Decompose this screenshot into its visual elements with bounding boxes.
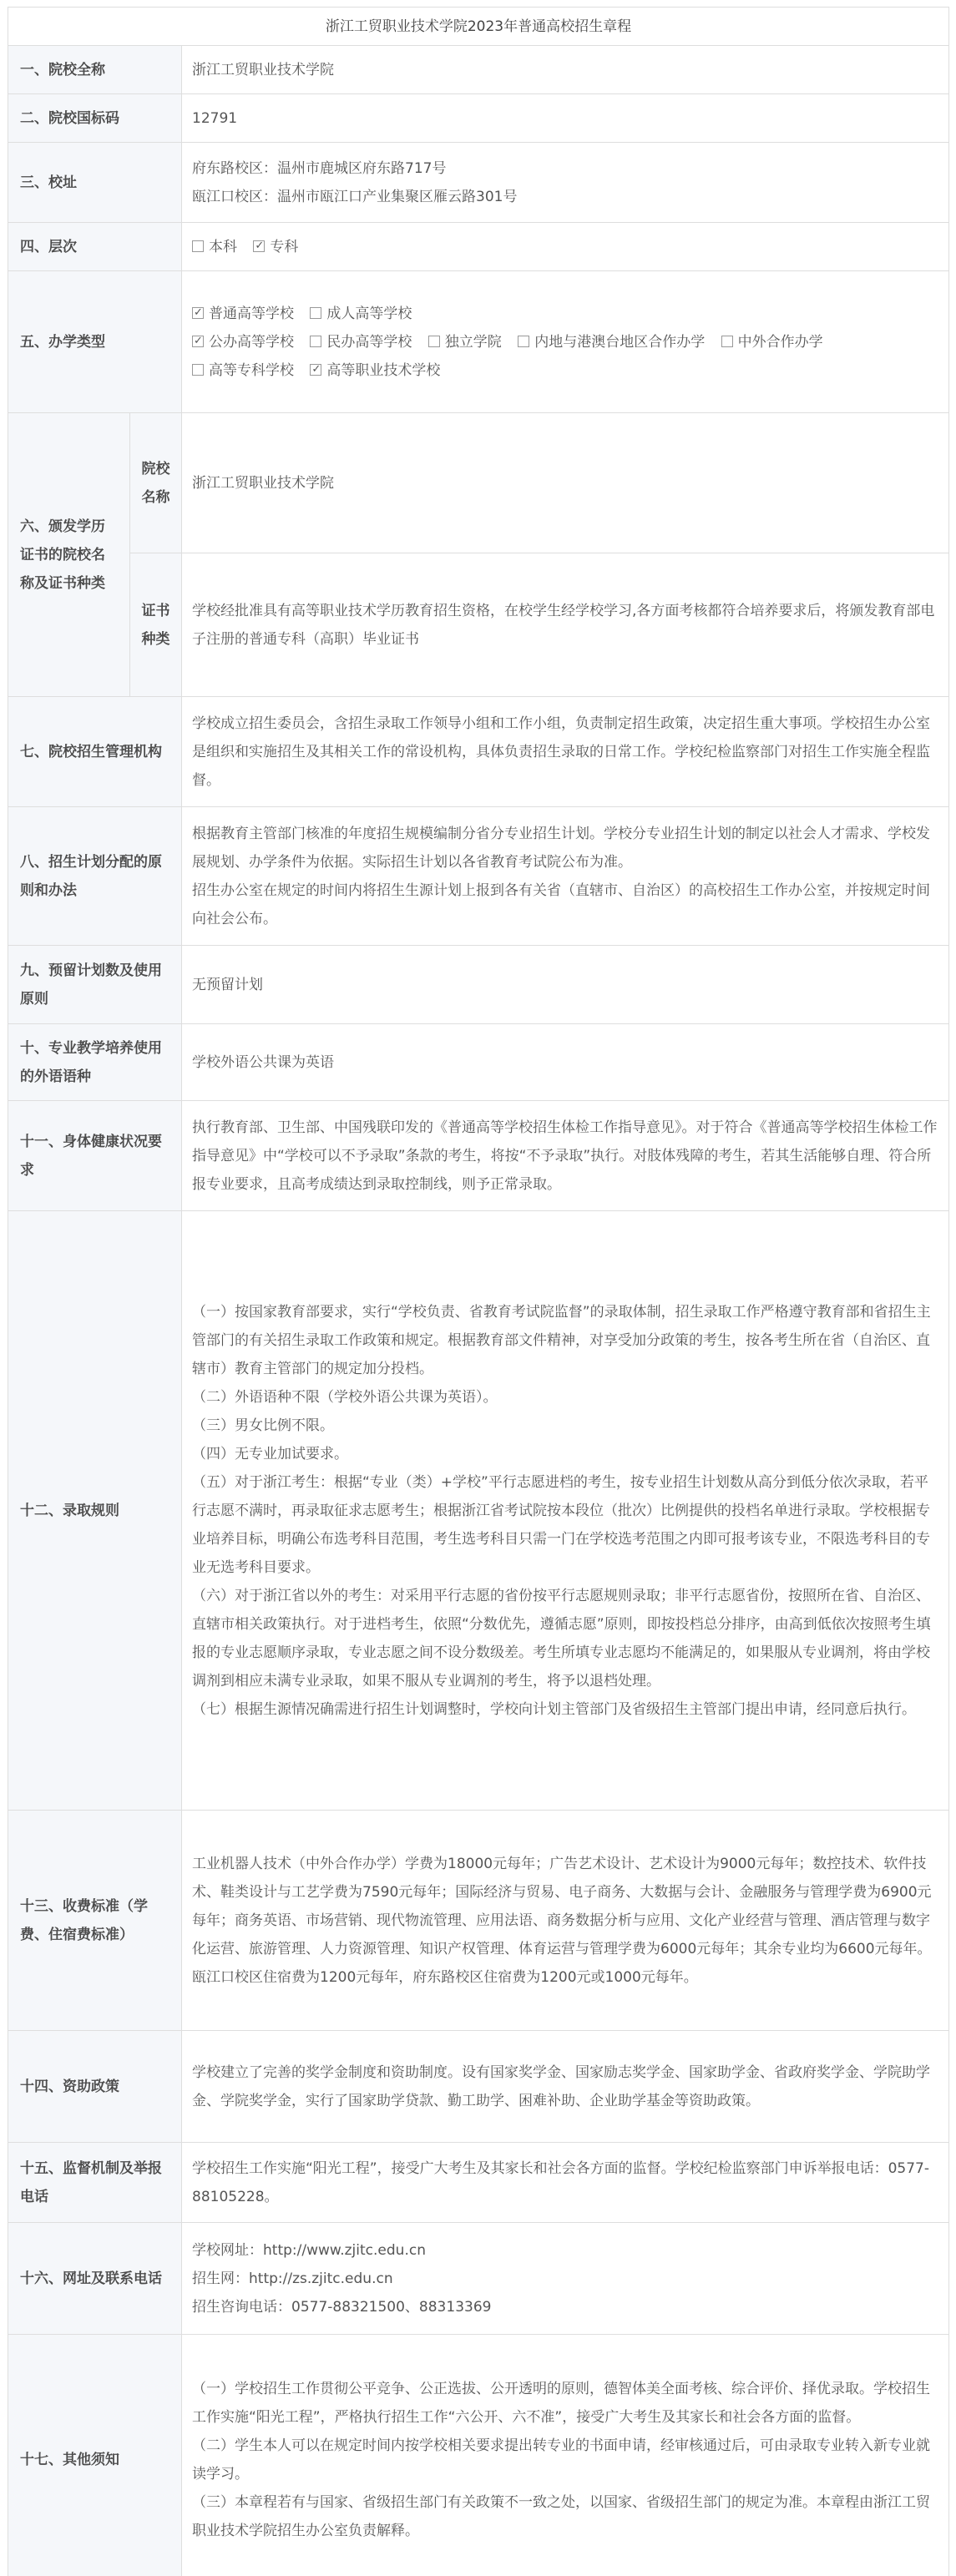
charter-title: 浙江工贸职业技术学院2023年普通高校招生章程 [8,8,949,46]
checkbox-icon [721,336,733,347]
checkbox-icon [192,240,204,252]
row-type [8,271,949,413]
level-option [253,233,298,261]
option-label: 高等职业技术学校 [326,361,441,379]
value-reserve: 无预留计划 [182,946,949,1024]
address-line: 瓯江口校区：温州市瓯江口产业集聚区雁云路301号 [192,188,518,205]
value-other [182,2335,949,2576]
other-paragraph: （二）学生本人可以在规定时间内按学校相关要求提出转专业的书面申请，经审核通过后，可由录取专业转入新专业就读学习。 [192,2437,930,2483]
checkbox-icon [310,364,321,376]
address-line: 府东路校区：温州市鹿城区府东路717号 [192,159,447,177]
value-management: 学校成立招生委员会，含招生录取工作领导小组和工作小组，负责制定招生政策，决定招生重大事项。学校招生办公室是组织和实施招生及其相关工作的常设机构，具体负责招生录取的日常工作。学校纪检监察部门对招生工作实施全程监督。 [182,697,949,807]
label-plan: 八、招生计划分配的原则和办法 [8,807,182,946]
label-supervision: 十五、监督机制及举报电话 [8,2143,182,2223]
checkbox-icon [192,364,204,376]
option-label: 专科 [270,238,299,255]
label-management: 七、院校招生管理机构 [8,697,182,807]
value-rules [182,1211,949,1811]
checkbox-icon [192,336,204,347]
row-management [8,697,949,807]
website-link[interactable]: 学校网址：http://www.zjitc.edu.cn [192,2241,426,2259]
option-label: 独立学院 [444,333,502,351]
admissions-charter-table [8,7,949,2576]
row-health [8,1101,949,1211]
type-option [192,356,294,385]
plan-paragraph: 招生办公室在规定的时间内将招生生源计划上报到各有关省（直辖市、自治区）的高校招生工作办公室，并按规定时间向社会公布。 [192,881,930,927]
value-certificate-school: 浙江工贸职业技术学院 [182,413,949,553]
label-address: 三、校址 [8,143,182,223]
type-option [428,328,502,356]
type-options-line [192,300,938,328]
row-language [8,1024,949,1101]
value-level [182,223,949,271]
rules-paragraph: （七）根据生源情况确需进行招生计划调整时，学校向计划主管部门及省级招生主管部门提出申请，经同意后执行。 [192,1700,916,1718]
label-contact: 十六、网址及联系电话 [8,2223,182,2335]
option-label: 内地与港澳台地区合作办学 [534,333,706,351]
title-row [8,8,949,46]
value-code: 12791 [182,94,949,143]
option-label: 公办高等学校 [209,333,294,351]
rules-paragraph: （四）无专业加试要求。 [192,1445,348,1462]
value-language: 学校外语公共课为英语 [182,1024,949,1101]
row-code [8,94,949,143]
label-code: 二、院校国标码 [8,94,182,143]
row-name [8,46,949,94]
label-certificate-type: 证书种类 [130,553,182,697]
label-aid: 十四、资助政策 [8,2031,182,2143]
option-label: 民办高等学校 [326,333,412,351]
row-level [8,223,949,271]
rules-paragraph: （六）对于浙江省以外的考生：对采用平行志愿的省份按平行志愿规则录取；非平行志愿省份，按照所在省、自治区、直辖市相关政策执行。对于进档考生，依照“分数优先，遵循志愿”原则，即按投档总分排序，由高到低依次按照考生填报的专业志愿顺序录取，专业志愿之间不设分数级差。考生所填专业志愿均不能满足的，如果服从专业调剂，将由学校调剂到相应未满专业录取，如果不服从专业调剂的考生，将予以退档处理。 [192,1587,931,1690]
other-paragraph: （一）学校招生工作贯彻公平竞争、公正选拔、公开透明的原则，德智体美全面考核、综合评价、择优录取。学校招生工作实施“阳光工程”，严格执行招生工作“六公开、六不准”，接受广大考生及其家长和社会各方面的监督。 [192,2380,930,2426]
value-name: 浙江工贸职业技术学院 [182,46,949,94]
value-certificate-type: 学校经批准具有高等职业技术学历教育招生资格，在校学生经学校学习,各方面考核都符合培养要求后，将颁发教育部电子注册的普通专科（高职）毕业证书 [182,553,949,697]
type-option [518,328,705,356]
option-label: 本科 [209,238,237,255]
type-option [310,328,412,356]
row-other [8,2335,949,2576]
label-level: 四、层次 [8,223,182,271]
other-paragraph: （三）本章程若有与国家、省级招生部门有关政策不一致之处，以国家、省级招生部门的规定为准。本章程由浙江工贸职业技术学院招生办公室负责解释。 [192,2493,930,2539]
type-option [192,328,294,356]
row-certificate-school [8,413,949,553]
value-address [182,143,949,223]
option-label: 成人高等学校 [326,305,412,322]
type-option [310,356,440,385]
row-fees [8,1811,949,2031]
checkbox-icon [310,307,321,319]
type-option [192,300,294,328]
option-label: 高等专科学校 [209,361,294,379]
label-reserve: 九、预留计划数及使用原则 [8,946,182,1024]
value-plan [182,807,949,946]
label-other: 十七、其他须知 [8,2335,182,2576]
checkbox-icon [310,336,321,347]
rules-paragraph: （三）男女比例不限。 [192,1417,334,1434]
rules-paragraph: （一）按国家教育部要求，实行“学校负责、省教育考试院监督”的录取体制，招生录取工作严格遵守教育部和省招生主管部门的有关招生录取工作政策和规定。根据教育部文件精神，对享受加分政策的考生，按各考生所在省（自治区、直辖市）教育主管部门的规定加分投档。 [192,1303,931,1377]
label-certificate: 六、颁发学历证书的院校名称及证书种类 [8,413,130,697]
value-contact [182,2223,949,2335]
phone-line: 招生咨询电话：0577-88321500、88313369 [192,2298,492,2316]
level-option [192,233,237,261]
checkbox-icon [192,307,204,319]
type-option [721,328,823,356]
plan-paragraph: 根据教育主管部门核准的年度招生规模编制分省分专业招生计划。学校分专业招生计划的制定以社会人才需求、学校发展规划、办学条件为依据。实际招生计划以各省教育考试院公布为准。 [192,825,930,871]
label-fees: 十三、收费标准（学费、住宿费标准） [8,1811,182,2031]
value-supervision: 学校招生工作实施“阳光工程”，接受广大考生及其家长和社会各方面的监督。学校纪检监察部门申诉举报电话：0577-88105228。 [182,2143,949,2223]
row-certificate-type [8,553,949,697]
row-address [8,143,949,223]
option-label: 普通高等学校 [209,305,294,322]
admissions-link[interactable]: 招生网：http://zs.zjitc.edu.cn [192,2270,393,2287]
row-contact [8,2223,949,2335]
row-aid [8,2031,949,2143]
label-type: 五、办学类型 [8,271,182,413]
row-plan [8,807,949,946]
row-supervision [8,2143,949,2223]
type-options-line [192,356,938,385]
rules-paragraph: （二）外语语种不限（学校外语公共课为英语）。 [192,1388,498,1406]
label-rules: 十二、录取规则 [8,1211,182,1811]
type-option [310,300,412,328]
label-name: 一、院校全称 [8,46,182,94]
row-rules [8,1211,949,1811]
label-certificate-school: 院校名称 [130,413,182,553]
value-type [182,271,949,413]
checkbox-icon [518,336,529,347]
rules-paragraph: （五）对于浙江考生：根据“专业（类）+学校”平行志愿进档的考生，按专业招生计划数从高分到低分依次录取，若平行志愿不满时，再录取征求志愿考生；根据浙江省考试院按本段位（批次）比例提供的投档名单进行录取。学校根据专业培养目标，明确公布选考科目范围，考生选考科目只需一门在学校选考范围之内即可报考该专业，不限选考科目的专业无选考科目要求。 [192,1473,930,1576]
label-health: 十一、身体健康状况要求 [8,1101,182,1211]
checkbox-icon [253,240,265,252]
option-label: 中外合作办学 [737,333,823,351]
type-options-line [192,328,938,356]
label-language: 十、专业教学培养使用的外语语种 [8,1024,182,1101]
value-fees: 工业机器人技术（中外合作办学）学费为18000元每年；广告艺术设计、艺术设计为9000元每年；数控技术、软件技术、鞋类设计与工艺学费为7590元每年；国际经济与贸易、电子商务、大数据与会计、金融服务与管理学费为6900元每年；商务英语、市场营销、现代物流管理、应用法语、商务数据分析与应用、文化产业经营与管理、酒店管理与数字化运营、旅游管理、人力资源管理、知识产权管理、体育运营与管理学费为6000元每年；其余专业均为6600元每年。瓯江口校区住宿费为1200元每年，府东路校区住宿费为1200元或1000元每年。 [182,1811,949,2031]
value-health: 执行教育部、卫生部、中国残联印发的《普通高等学校招生体检工作指导意见》。对于符合《普通高等学校招生体检工作指导意见》中“学校可以不予录取”条款的考生，将按“不予录取”执行。对肢体残障的考生，若其生活能够自理、符合所报专业要求，且高考成绩达到录取控制线，则予正常录取。 [182,1101,949,1211]
checkbox-icon [428,336,440,347]
row-reserve [8,946,949,1024]
value-aid: 学校建立了完善的奖学金制度和资助制度。设有国家奖学金、国家励志奖学金、国家助学金、省政府奖学金、学院助学金、学院奖学金，实行了国家助学贷款、勤工助学、困难补助、企业助学基金等资助政策。 [182,2031,949,2143]
